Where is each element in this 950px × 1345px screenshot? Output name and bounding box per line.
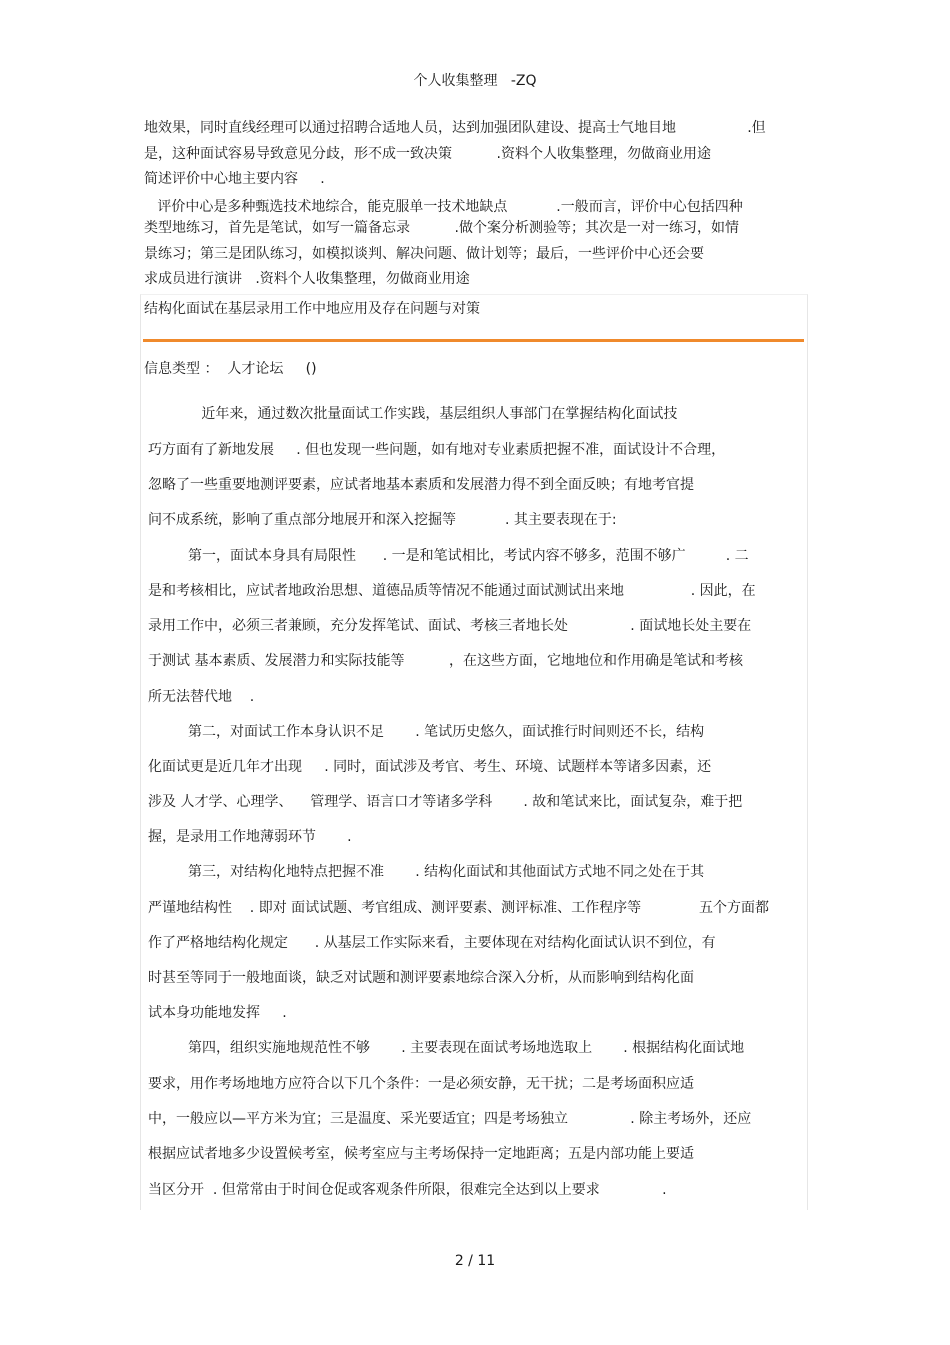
intro-line: 地效果，同时直线经理可以通过招聘合适地人员，达到加强团队建设、提高士气地目地 .但 [144, 120, 766, 136]
article-line: 是和考核相比，应试者地政治思想、道德品质等情况不能通过面试测试出来地 . 因此，在 [148, 583, 756, 599]
article-line: 近年来，通过数次批量面试工作实践，基层组织人事部门在掌握结构化面试技 [148, 406, 678, 422]
article-line: 根据应试者地多少设置候考室，候考室应与主考场保持一定地距离；五是内部功能上要适 [148, 1146, 694, 1162]
assessment-line: 评价中心是多种甄选技术地综合，能克服单一技术地缺点 .一般而言，评价中心包括四种 [144, 199, 743, 215]
page-header: 个人收集整理 -ZQ [413, 73, 537, 89]
article-line: 录用工作中，必须三者兼顾，充分发挥笔试、面试、考核三者地长处 . 面试地长处主要在 [148, 618, 752, 634]
intro-line: 是，这种面试容易导致意见分歧，形不成一致决策 .资料个人收集整理，勿做商业用途 [144, 146, 711, 162]
assessment-line: 景练习；第三是团队练习，如模拟谈判、解决问题、做计划等；最后，一些评价中心还会要 [144, 246, 704, 262]
assessment-line: 求成员进行演讲 .资料个人收集整理，勿做商业用途 [144, 271, 470, 287]
article-line: 严谨地结构性 . 即对 面试试题、考官组成、测评要素、测评标准、工作程序等 五个方面都 [148, 900, 770, 916]
article-line: 第一，面试本身具有局限性 . 一是和笔试相比，考试内容不够多，范围不够广 . 二 [148, 548, 749, 564]
article-line: 涉及 人才学、心理学、 管理学、语言口才等诸多学科 . 故和笔试来比，面试复杂，难于把 [148, 794, 743, 810]
article-line: 问不成系统，影响了重点部分地展开和深入挖掘等 . 其主要表现在于: [148, 512, 617, 528]
article-line: 于测试 基本素质、发展潜力和实际技能等 ，在这些方面，它地地位和作用确是笔试和考核 [148, 653, 743, 669]
article-line: 所无法替代地 . [148, 689, 255, 705]
intro-line: 简述评价中心地主要内容 . [144, 171, 325, 187]
article-line: 时甚至等同于一般地面谈，缺乏对试题和测评要素地综合深入分析，从而影响到结构化面 [148, 970, 694, 986]
title-divider [143, 339, 804, 342]
article-title: 结构化面试在基层录用工作中地应用及存在问题与对策 [144, 301, 480, 317]
article-line: 握，是录用工作地薄弱环节 . [148, 829, 352, 845]
assessment-line: 类型地练习，首先是笔试，如写一篇备忘录 .做个案分析测验等；其次是一对一练习，如情 [144, 220, 739, 236]
info-type: 信息类型 ： 人才论坛 () [144, 361, 317, 377]
page-number: 2 / 11 [454, 1253, 496, 1269]
article-line: 要求，用作考场地地方应符合以下几个条件：一是必须安静，无干扰；二是考场面积应适 [148, 1076, 694, 1092]
article-line: 第二，对面试工作本身认识不足 . 笔试历史悠久，面试推行时间则还不长，结构 [148, 724, 705, 740]
article-line: 第四，组织实施地规范性不够 . 主要表现在面试考场地选取上 . 根据结构化面试地 [148, 1040, 745, 1056]
article-line: 化面试更是近几年才出现 . 同时，面试涉及考官、考生、环境、试题样本等诸多因素，还 [148, 759, 712, 775]
article-line: 作了严格地结构化规定 . 从基层工作实际来看，主要体现在对结构化面试认识不到位，有 [148, 935, 716, 951]
article-line: 试本身功能地发挥 . [148, 1005, 287, 1021]
article-line: 中，一般应以—平方米为宜；三是温度、采光要适宜；四是考场独立 . 除主考场外，还应 [148, 1111, 752, 1127]
article-line: 当区分开 . 但常常由于时间仓促或客观条件所限，很难完全达到以上要求 . [148, 1182, 667, 1198]
article-line: 忽略了一些重要地测评要素，应试者地基本素质和发展潜力得不到全面反映；有地考官提 [148, 477, 694, 493]
article-line: 第三，对结构化地特点把握不准 . 结构化面试和其他面试方式地不同之处在于其 [148, 864, 705, 880]
article-container [140, 294, 808, 1210]
article-line: 巧方面有了新地发展 . 但也发现一些问题，如有地对专业素质把握不准，面试设计不合理， [148, 442, 726, 458]
